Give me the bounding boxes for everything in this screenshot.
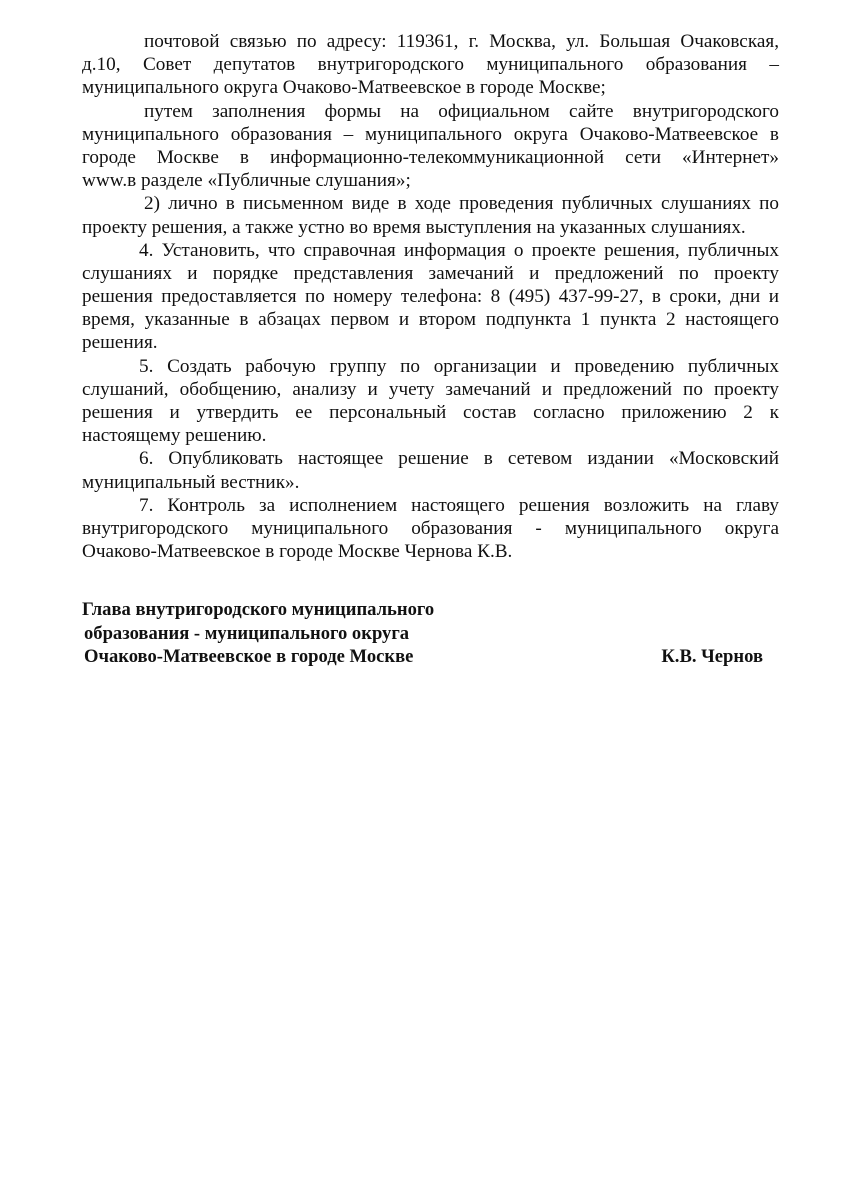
text-line: решения и утвердить ее персональный состав согласно приложению 2 к	[82, 402, 779, 423]
signatory-name: К.В. Чернов	[661, 646, 763, 667]
text-line: Очаково-Матвеевское в городе Москве Чернова К.В.	[82, 541, 513, 563]
text-line: муниципального образования – муниципального округа Очаково-Матвеевское в	[82, 123, 779, 145]
paragraph-item-7	[82, 494, 779, 564]
text-line: городе Москве в информационно-телекоммуникационной сети «Интернет»	[82, 146, 779, 168]
text-line: муниципальный вестник».	[82, 471, 300, 493]
text-line: www.в разделе «Публичные слушания»;	[82, 170, 411, 192]
text-line: настоящему решению.	[82, 425, 267, 447]
text-line: путем заполнения формы на официальном сайте внутригородского	[144, 100, 779, 122]
text-line: решения предоставляется по номеру телефона: 8 (495) 437-99-27, в сроки, дни и	[82, 286, 779, 308]
signature-title-line-2: образования - муниципального округа	[84, 622, 410, 644]
signature-title-line-1: Глава внутригородского муниципального	[82, 599, 435, 620]
text-line: время, указанные в абзацах первом и втором подпункта 1 пункта 2 настоящего	[82, 309, 779, 331]
text-line: д.10, Совет депутатов внутригородского муниципального образования –	[82, 54, 779, 76]
text-line: 5. Создать рабочую группу по организации и проведению публичных	[139, 355, 779, 377]
paragraph-website	[82, 100, 779, 193]
text-line: почтовой связью по адресу: 119361, г. Москва, ул. Большая Очаковская,	[144, 31, 779, 52]
signature-title-line-3: Очаково-Матвеевское в городе Москве	[84, 646, 414, 667]
paragraph-mail	[82, 30, 779, 100]
text-line: 2) лично в письменном виде в ходе проведения публичных слушаниях по	[144, 193, 779, 215]
text-line: слушаниях и порядке представления замечаний и предложений по проекту	[82, 262, 779, 284]
text-line: слушаний, обобщению, анализу и учету замечаний и предложений по проекту	[82, 378, 779, 400]
text-line: проекту решения, а также устно во время выступления на указанных слушаниях.	[82, 216, 746, 238]
paragraph-item-6	[82, 447, 779, 493]
paragraph-item-4	[82, 239, 779, 355]
text-line: решения.	[82, 332, 158, 354]
paragraph-item-2	[82, 192, 779, 238]
document-body	[82, 30, 779, 563]
text-line: 6. Опубликовать настоящее решение в сетевом издании «Московский	[139, 448, 779, 470]
text-line: 7. Контроль за исполнением настоящего решения возложить на главу	[139, 494, 779, 516]
signature-row	[82, 645, 772, 669]
paragraph-item-5	[82, 355, 779, 448]
signature-block	[82, 598, 772, 669]
text-line: 4. Установить, что справочная информация о проекте решения, публичных	[139, 239, 779, 261]
text-line: муниципального округа Очаково-Матвеевское в городе Москве;	[82, 77, 606, 99]
text-line: внутригородского муниципального образования - муниципального округа	[82, 517, 779, 539]
